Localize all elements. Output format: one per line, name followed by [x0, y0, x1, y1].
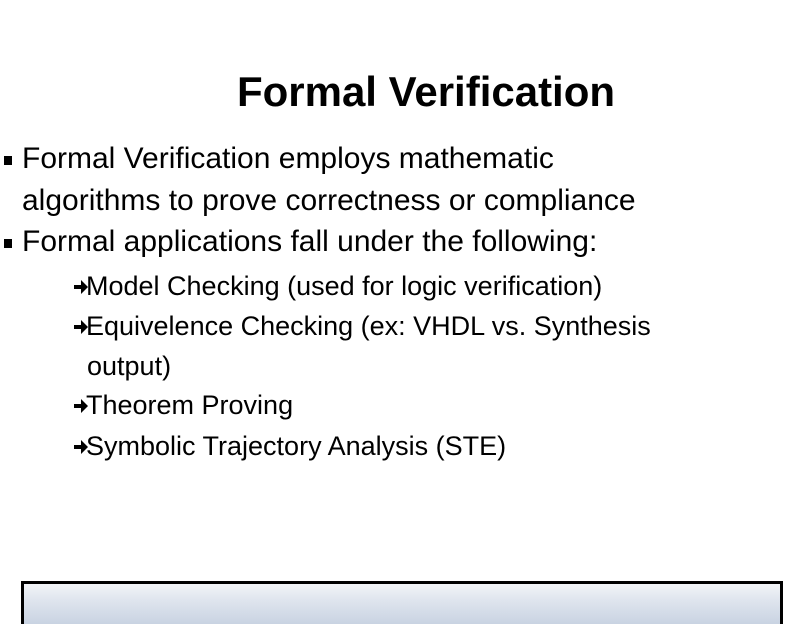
bullet-1-line-2: algorithms to prove correctness or compliance [22, 184, 636, 217]
bullet-2-line-1: Formal applications fall under the following: [22, 225, 598, 258]
sub-bullet-2-text: Equivelence Checking (ex: VHDL vs. Synthesis [86, 311, 651, 341]
square-bullet-icon [4, 239, 12, 248]
square-bullet-icon [4, 156, 12, 165]
slide-title: Formal Verification [236, 68, 616, 115]
sub-bullet-4 [74, 426, 506, 466]
footer-panel [21, 581, 783, 624]
sub-bullet-2 [74, 306, 651, 346]
sub-bullet-3-text: Theorem Proving [86, 390, 294, 420]
bullet-1-line-1: Formal Verification employs mathematic [22, 142, 554, 175]
sub-bullet-4-text: Symbolic Trajectory Analysis (STE) [86, 431, 507, 461]
sub-bullet-1-text: Model Checking (used for logic verification) [86, 271, 603, 301]
sub-bullet-3 [74, 385, 293, 425]
sub-bullet-2-line-2: output) [87, 351, 172, 381]
sub-bullet-1 [74, 266, 602, 306]
